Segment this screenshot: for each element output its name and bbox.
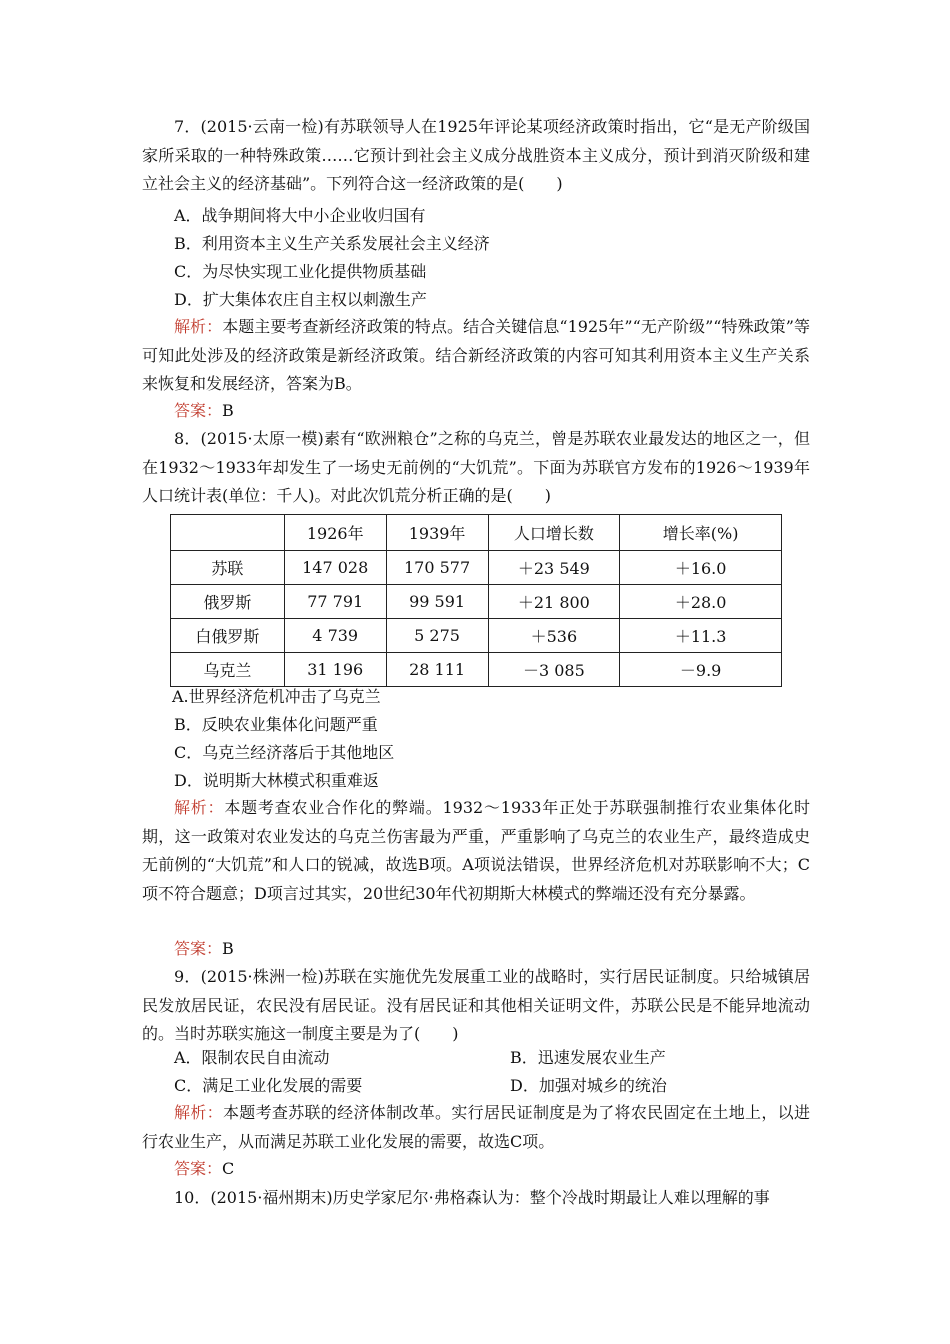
analysis-label: 解析： <box>174 1103 223 1122</box>
table-cell: －3 085 <box>488 653 620 687</box>
table-cell: 乌克兰 <box>171 653 285 687</box>
table-cell: 31 196 <box>284 653 386 687</box>
question-9-answer <box>174 1155 234 1183</box>
question-8-option-c: C．乌克兰经济落后于其他地区 <box>174 743 395 762</box>
question-9-stem: 9．(2015·株洲一检)苏联在实施优先发展重工业的战略时，实行居民证制度。只给城镇居民发放居民证，农民没有居民证。没有居民证和其他相关证明文件，苏联公民是不能异地流动的。当时苏联实施这一制度主要是为了( ) <box>142 967 810 1043</box>
table-cell: 5 275 <box>386 619 488 653</box>
table-cell: 170 577 <box>386 551 488 585</box>
question-9-option-b: B．迅速发展农业生产 <box>510 1048 666 1067</box>
question-7-option-a: A．战争期间将大中小企业收归国有 <box>174 206 426 225</box>
question-9-analysis <box>142 1099 810 1156</box>
table-row <box>171 551 782 585</box>
question-7-analysis <box>142 313 810 399</box>
table-header-cell: 1926年 <box>284 515 386 551</box>
table-header-cell <box>171 515 285 551</box>
analysis-label: 解析： <box>174 317 223 336</box>
answer-value: C <box>222 1159 235 1178</box>
table-header-cell: 1939年 <box>386 515 488 551</box>
question-8-option-a: A.世界经济危机冲击了乌克兰 <box>172 687 381 706</box>
answer-value: B <box>222 401 234 420</box>
table-cell: －9.9 <box>620 653 782 687</box>
table-header-row <box>171 515 782 551</box>
question-8-stem: 8．(2015·太原一模)素有“欧洲粮仓”之称的乌克兰，曾是苏联农业最发达的地区之一，但在1932～1933年却发生了一场史无前例的“大饥荒”。下面为苏联官方发布的1926～1939年人口统计表(单位：千人)。对此次饥荒分析正确的是( ) <box>142 429 810 505</box>
population-table <box>170 514 782 687</box>
analysis-text: 本题主要考查新经济政策的特点。结合关键信息“1925年”“无产阶级”“特殊政策”等可知此处涉及的经济政策是新经济政策。结合新经济政策的内容可知其利用资本主义生产关系来恢复和发展经济，答案为B。 <box>142 317 810 393</box>
table-cell: ＋23 549 <box>488 551 620 585</box>
table-cell: ＋536 <box>488 619 620 653</box>
table-header-cell: 人口增长数 <box>488 515 620 551</box>
table-cell: 147 028 <box>284 551 386 585</box>
table-cell: ＋21 800 <box>488 585 620 619</box>
answer-label: 答案： <box>174 1159 223 1178</box>
table-row <box>171 619 782 653</box>
question-9-option-d: D．加强对城乡的统治 <box>510 1076 667 1095</box>
table-cell: 俄罗斯 <box>171 585 285 619</box>
answer-value: B <box>222 939 234 958</box>
question-7-option-b: B．利用资本主义生产关系发展社会主义经济 <box>174 234 490 253</box>
table-cell: ＋16.0 <box>620 551 782 585</box>
table-cell: 99 591 <box>386 585 488 619</box>
question-7-option-d: D．扩大集体农庄自主权以刺激生产 <box>174 290 427 309</box>
table-row <box>171 585 782 619</box>
question-8-option-b: B．反映农业集体化问题严重 <box>174 715 378 734</box>
table-header-cell: 增长率(%) <box>620 515 782 551</box>
table-cell: 白俄罗斯 <box>171 619 285 653</box>
table-cell: 28 111 <box>386 653 488 687</box>
answer-label: 答案： <box>174 939 223 958</box>
question-9-option-a: A．限制农民自由流动 <box>174 1048 330 1067</box>
table-cell: 4 739 <box>284 619 386 653</box>
analysis-text: 本题考查苏联的经济体制改革。实行居民证制度是为了将农民固定在土地上，以进行农业生产，从而满足苏联工业化发展的需要，故选C项。 <box>142 1103 810 1151</box>
question-8-analysis <box>142 794 810 908</box>
question-7-stem: 7．(2015·云南一检)有苏联领导人在1925年评论某项经济政策时指出，它“是无产阶级国家所采取的一种特殊政策……它预计到社会主义成分战胜资本主义成分，预计到消灭阶级和建立社会主义的经济基础”。下列符合这一经济政策的是( ) <box>142 117 810 193</box>
table-cell: ＋11.3 <box>620 619 782 653</box>
question-7-option-c: C．为尽快实现工业化提供物质基础 <box>174 262 427 281</box>
analysis-label: 解析： <box>174 798 225 817</box>
question-8-answer <box>174 935 234 963</box>
question-10-stem: 10．(2015·福州期末)历史学家尼尔·弗格森认为：整个冷战时期最让人难以理解的事 <box>174 1188 770 1207</box>
table-cell: ＋28.0 <box>620 585 782 619</box>
answer-label: 答案： <box>174 401 223 420</box>
table-cell: 苏联 <box>171 551 285 585</box>
question-9-option-c: C．满足工业化发展的需要 <box>174 1076 363 1095</box>
question-7-answer <box>174 397 234 425</box>
question-8-option-d: D．说明斯大林模式积重难返 <box>174 771 379 790</box>
table-row <box>171 653 782 687</box>
analysis-text: 本题考查农业合作化的弊端。1932～1933年正处于苏联强制推行农业集体化时期，这一政策对农业发达的乌克兰伤害最为严重，严重影响了乌克兰的农业生产，最终造成史无前例的“大饥荒”和人口的锐减，故选B项。A项说法错误，世界经济危机对苏联影响不大；C项不符合题意；D项言过其实，20世纪30年代初期斯大林模式的弊端还没有充分暴露。 <box>142 798 810 903</box>
table-cell: 77 791 <box>284 585 386 619</box>
